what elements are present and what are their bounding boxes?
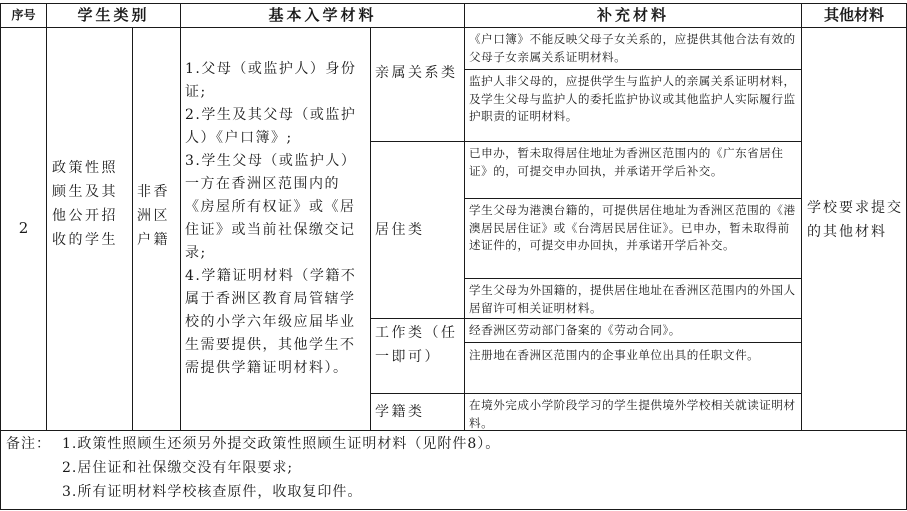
rule-col-3: [370, 27, 371, 431]
header-basic: 基本入学材料: [268, 6, 377, 24]
notes-prefix: 备注：: [6, 436, 51, 452]
row-seq: 2: [18, 219, 29, 237]
basic-material-item: 3.学生父母（或监护人）一方在香洲区范围内的《房屋所有权证》或《居住证》或当前社保缴交记录;: [185, 153, 357, 261]
rule-item-2-1: [464, 198, 801, 199]
group-label-residence: 居住类: [375, 222, 425, 238]
supplementary-item: 在境外完成小学阶段学习的学生提供境外学校相关就读证明材料。: [469, 398, 796, 430]
group-label-school-record: 学籍类: [375, 404, 425, 420]
supplementary-item: 学生父母为港澳台籍的，可提供居住地址为香洲区范围的《港澳居民居住证》或《台湾居民居住证》。已申办，暂未取得前述证件的，可提交申办回执，并承诺开学后补交。: [469, 203, 796, 252]
rule-group-3: [370, 393, 801, 394]
basic-material-item: 4.学籍证明材料（学籍不属于香洲区教育局管辖学校的小学六年级应届毕业生需要提供，其他学生不需提供学籍证明材料）。: [185, 268, 357, 376]
supplementary-item: 经香洲区劳动部门备案的《劳动合同》。: [469, 323, 681, 337]
supplementary-item: 注册地在香洲区范围内的企事业单位出具的任职文件。: [469, 348, 760, 362]
note-item: 1.政策性照顾生还须另外提交政策性照顾生证明材料（见附件8）。: [62, 436, 501, 452]
rule-group-1: [370, 141, 801, 142]
note-item: 3.所有证明材料学校核查原件，收取复印件。: [62, 484, 363, 500]
rule-item-2-2: [464, 278, 801, 279]
rule-left: [0, 3, 1, 510]
header-category: 学生类别: [77, 6, 150, 24]
rule-notes-bottom: [0, 509, 907, 510]
other-materials: 学校要求提交的其他材料: [807, 200, 903, 240]
header-other: 其他材料: [823, 6, 884, 24]
supplementary-item: 监护人非父母的，应提供学生与监护人的亲属关系证明材料，及学生父母与监护人的委托监护协议或其他监护人实际履行监护职责的证明材料。: [469, 74, 796, 123]
rule-header-bottom: [0, 27, 907, 28]
rule-col-1: [46, 3, 47, 431]
basic-material-item: 1.父母（或监护人）身份证;: [185, 61, 357, 100]
row-household: 非香洲区户籍: [137, 184, 170, 248]
rule-group-2: [370, 318, 801, 319]
supplementary-item: 《户口簿》不能反映父母子女关系的，应提供其他合法有效的父母子女亲属关系证明材料。: [469, 32, 796, 64]
group-label-employment: 工作类（任一即可）: [375, 325, 458, 365]
group-label-kinship: 亲属关系类: [375, 65, 458, 81]
note-item: 2.居住证和社保缴交没有年限要求;: [62, 460, 294, 476]
rule-col-2b: [132, 27, 133, 431]
supplementary-item: 学生父母为外国籍的，提供居住地址在香洲区范围内的外国人居留许可相关证明材料。: [469, 283, 796, 315]
rule-col-2: [180, 3, 181, 431]
supplementary-item: 已申办，暂未取得居住地址为香洲区范围内的《广东省居住证》的，可提交申办回执，并承诺开学后补交。: [469, 146, 784, 178]
rule-col-4: [464, 3, 465, 431]
rule-col-5: [801, 3, 802, 431]
row-category: 政策性照顾生及其他公开招收的学生: [52, 160, 118, 248]
rule-item-3-1: [464, 342, 801, 343]
header-supplementary: 补充材料: [596, 6, 669, 24]
rule-item-1-1: [464, 69, 801, 70]
header-seq: 序号: [11, 8, 36, 22]
basic-material-item: 2.学生及其父母（或监护人）《户口簿》;: [185, 107, 357, 146]
